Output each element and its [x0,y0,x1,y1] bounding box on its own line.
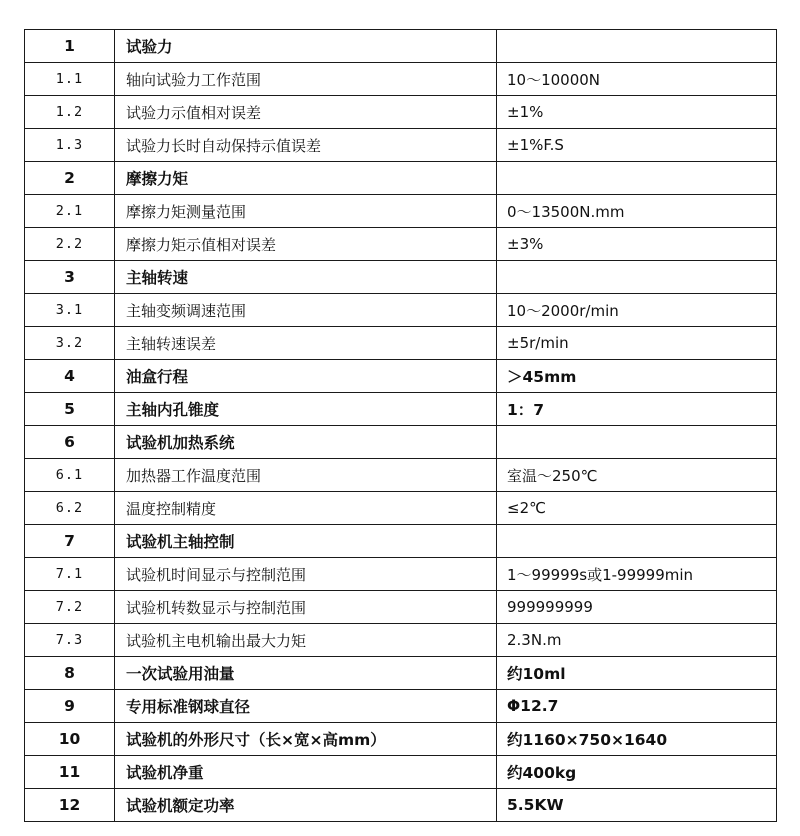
spec-table-body [25,30,777,822]
row-number: 12 [25,789,115,822]
row-number: 3.2 [25,327,115,360]
table-row [25,96,777,129]
row-number: 7 [25,525,115,558]
table-row [25,360,777,393]
table-row [25,30,777,63]
row-number: 3 [25,261,115,294]
row-number: 2.1 [25,195,115,228]
table-row [25,525,777,558]
parameter-value [497,162,777,195]
row-number: 7.3 [25,624,115,657]
parameter-name: 主轴变频调速范围 [115,294,497,327]
parameter-name: 专用标准钢球直径 [115,690,497,723]
parameter-value: ±1%F.S [497,129,777,162]
parameter-name: 摩擦力矩示值相对误差 [115,228,497,261]
parameter-value: 1～99999s或1-99999min [497,558,777,591]
row-number: 11 [25,756,115,789]
parameter-value: 5.5KW [497,789,777,822]
row-number: 1.2 [25,96,115,129]
row-number: 9 [25,690,115,723]
table-row [25,228,777,261]
parameter-value: 2.3N.m [497,624,777,657]
parameter-value: 999999999 [497,591,777,624]
parameter-value: ±1% [497,96,777,129]
parameter-value: Φ12.7 [497,690,777,723]
row-number: 6.2 [25,492,115,525]
row-number: 2.2 [25,228,115,261]
table-row [25,459,777,492]
table-row [25,393,777,426]
table-row [25,492,777,525]
parameter-value: 室温～250℃ [497,459,777,492]
parameter-value: ≤2℃ [497,492,777,525]
parameter-value: 约10ml [497,657,777,690]
parameter-value: ±5r/min [497,327,777,360]
table-row [25,756,777,789]
table-row [25,723,777,756]
parameter-value: ＞45mm [497,360,777,393]
table-row [25,129,777,162]
parameter-value: 约1160×750×1640 [497,723,777,756]
parameter-value: ±3% [497,228,777,261]
table-row [25,294,777,327]
parameter-name: 试验机转数显示与控制范围 [115,591,497,624]
parameter-name: 加热器工作温度范围 [115,459,497,492]
row-number: 1 [25,30,115,63]
parameter-name: 试验机加热系统 [115,426,497,459]
parameter-name: 一次试验用油量 [115,657,497,690]
row-number: 4 [25,360,115,393]
row-number: 8 [25,657,115,690]
parameter-value [497,525,777,558]
row-number: 10 [25,723,115,756]
parameter-value: 1：7 [497,393,777,426]
parameter-name: 试验力 [115,30,497,63]
row-number: 1.1 [25,63,115,96]
table-row [25,162,777,195]
parameter-name: 试验机额定功率 [115,789,497,822]
table-row [25,591,777,624]
parameter-name: 主轴内孔锥度 [115,393,497,426]
table-row [25,624,777,657]
parameter-value [497,30,777,63]
table-row [25,195,777,228]
parameter-value [497,261,777,294]
row-number: 7.2 [25,591,115,624]
table-row [25,261,777,294]
parameter-value: 约400kg [497,756,777,789]
parameter-name: 试验机主轴控制 [115,525,497,558]
parameter-value: 10～2000r/min [497,294,777,327]
row-number: 6.1 [25,459,115,492]
row-number: 3.1 [25,294,115,327]
parameter-name: 主轴转速误差 [115,327,497,360]
parameter-name: 主轴转速 [115,261,497,294]
table-row [25,657,777,690]
table-row [25,690,777,723]
row-number: 7.1 [25,558,115,591]
table-row [25,327,777,360]
parameter-name: 试验力示值相对误差 [115,96,497,129]
table-row [25,558,777,591]
parameter-name: 摩擦力矩 [115,162,497,195]
parameter-name: 温度控制精度 [115,492,497,525]
parameter-value: 10～10000N [497,63,777,96]
parameter-name: 油盒行程 [115,360,497,393]
parameter-name: 试验机时间显示与控制范围 [115,558,497,591]
parameter-name: 试验机净重 [115,756,497,789]
parameter-name: 试验机的外形尺寸（长×宽×高mm） [115,723,497,756]
row-number: 5 [25,393,115,426]
parameter-value [497,426,777,459]
row-number: 6 [25,426,115,459]
table-row [25,426,777,459]
row-number: 2 [25,162,115,195]
table-row [25,63,777,96]
parameter-name: 试验力长时自动保持示值误差 [115,129,497,162]
parameter-name: 试验机主电机输出最大力矩 [115,624,497,657]
spec-table [24,29,777,822]
table-row [25,789,777,822]
row-number: 1.3 [25,129,115,162]
parameter-name: 轴向试验力工作范围 [115,63,497,96]
parameter-value: 0～13500N.mm [497,195,777,228]
parameter-name: 摩擦力矩测量范围 [115,195,497,228]
